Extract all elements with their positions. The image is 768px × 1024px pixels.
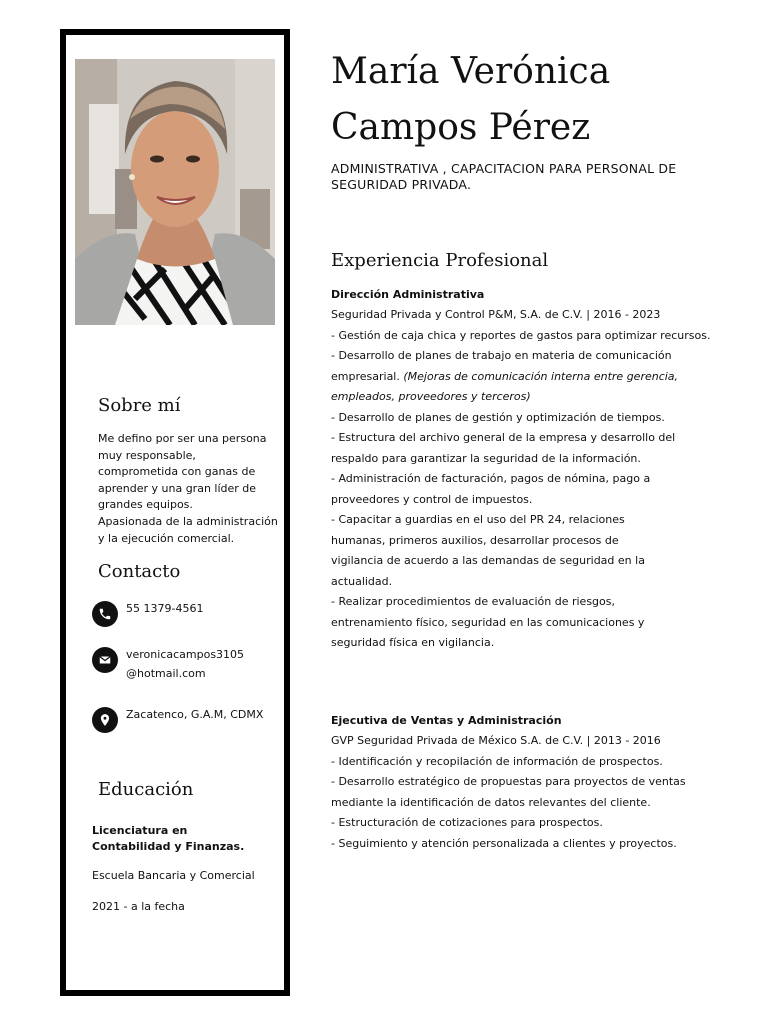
job-bullet: - Seguimiento y atención personalizada a clientes y proyectos. xyxy=(331,836,677,850)
experience-heading: Experiencia Profesional xyxy=(331,250,549,271)
job-bullet: - Estructuración de cotizaciones para prospectos. xyxy=(331,816,603,829)
sidebar xyxy=(60,29,290,996)
phone-number[interactable]: 55 1379-4561 xyxy=(126,602,204,615)
job-subtitle: ADMINISTRATIVA , CAPACITACION PARA PERSONAL DE SEGURIDAD PRIVADA. xyxy=(331,161,677,192)
email-line-2: @hotmail.com xyxy=(126,667,206,680)
job-text: empresarial. xyxy=(331,369,400,383)
contact-phone xyxy=(92,601,203,627)
email-line-1: veronicacampos3105 xyxy=(126,648,245,661)
contact-address xyxy=(92,707,263,733)
job-bullet: vigilancia de acuerdo a las demandas de seguridad en la xyxy=(331,554,645,567)
about-text-2: Apasionada de la administración y la ejecución comercial. xyxy=(98,515,278,545)
profile-photo xyxy=(75,59,275,325)
job-note-continued xyxy=(331,387,711,408)
job-bullet: respaldo para garantizar la seguridad de la información. xyxy=(331,451,641,465)
education-school: Escuela Bancaria y Comercial xyxy=(92,869,255,882)
job-bullet: - Desarrollo de planes de trabajo en materia de comunicación xyxy=(331,349,672,362)
email-icon xyxy=(92,647,118,673)
phone-icon xyxy=(92,601,118,627)
contact-heading: Contacto xyxy=(98,561,181,582)
about-text-1: Me defino por ser una persona muy responsable, comprometida con ganas de aprender y una gran líder de grandes equipos. xyxy=(98,432,267,511)
job-title: Ejecutiva de Ventas y Administración xyxy=(331,714,562,727)
job-company: GVP Seguridad Privada de México S.A. de C.V. | 2013 - 2016 xyxy=(331,734,661,747)
job-bullet-continued xyxy=(331,367,711,388)
job-bullet: - Desarrollo estratégico de propuestas para proyectos de ventas xyxy=(331,775,686,788)
job-bullet: - Administración de facturación, pagos de nómina, pago a xyxy=(331,472,651,485)
job-bullet: humanas, primeros auxilios, desarrollar procesos de xyxy=(331,533,619,547)
job-company: Seguridad Privada y Control P&M, S.A. de C.V. | 2016 - 2023 xyxy=(331,308,661,321)
education-degree: Licenciatura en Contabilidad y Finanzas. xyxy=(92,824,245,853)
contact-email xyxy=(92,647,244,683)
education-heading: Educación xyxy=(98,779,194,800)
last-name: Campos Pérez xyxy=(331,107,591,148)
education-dates: 2021 - a la fecha xyxy=(92,900,185,913)
job-bullet: - Identificación y recopilación de información de prospectos. xyxy=(331,754,663,768)
job-bullet: - Estructura del archivo general de la empresa y desarrollo del xyxy=(331,431,676,444)
address-text: Zacatenco, G.A.M, CDMX xyxy=(126,708,264,721)
job-bullet: - Capacitar a guardias en el uso del PR 24, relaciones xyxy=(331,513,625,526)
email-address[interactable] xyxy=(126,645,244,683)
location-pin-icon xyxy=(92,707,118,733)
job-bullet: entrenamiento físico, seguridad en las comunicaciones y xyxy=(331,615,645,629)
job-bullet: seguridad física en vigilancia. xyxy=(331,636,495,649)
job-bullet: - Desarrollo de planes de gestión y optimización de tiempos. xyxy=(331,410,665,424)
job-entry-2 xyxy=(331,711,711,854)
job-bullet: proveedores y control de impuestos. xyxy=(331,492,533,506)
job-title: Dirección Administrativa xyxy=(331,288,485,301)
job-bullet: mediante la identificación de datos relevantes del cliente. xyxy=(331,795,651,809)
job-bullet: actualidad. xyxy=(331,574,393,588)
first-name: María Verónica xyxy=(331,51,611,92)
job-bullet: - Realizar procedimientos de evaluación de riesgos, xyxy=(331,595,615,608)
job-entry-1 xyxy=(331,285,711,654)
job-note: empleados, proveedores y terceros) xyxy=(331,390,531,403)
about-heading: Sobre mí xyxy=(98,395,181,416)
job-note: (Mejoras de comunicación interna entre gerencia, xyxy=(403,369,679,383)
job-bullet: - Gestión de caja chica y reportes de gastos para optimizar recursos. xyxy=(331,328,711,342)
full-name xyxy=(331,44,751,156)
